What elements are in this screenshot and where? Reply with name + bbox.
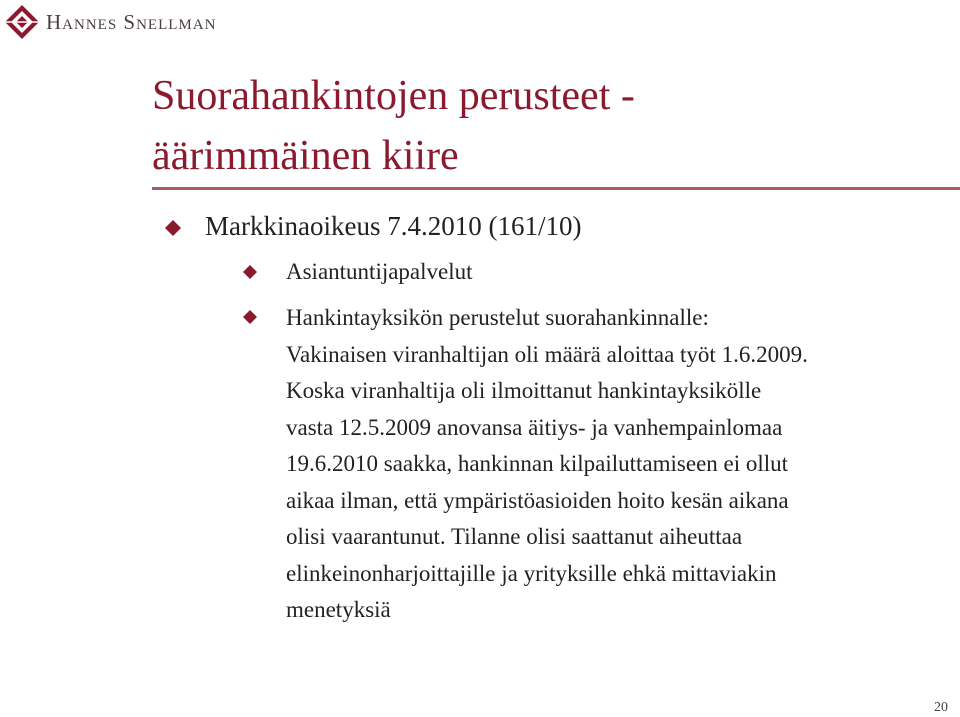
paragraph-line: Hankintayksikön perustelut suorahankinnalle: (286, 305, 709, 330)
diamond-bullet-icon (243, 265, 257, 279)
paragraph-line: vasta 12.5.2009 anovansa äitiys- ja vanhempainlomaa (286, 414, 783, 440)
paragraph-line: olisi vaarantunut. Tilanne olisi saattanut aiheuttaa (286, 524, 743, 549)
bullet-level2-item-1: Asiantuntijapalvelut (286, 259, 473, 284)
hannes-snellman-logo-icon (4, 4, 40, 40)
logo-text: Hannes Snellman (46, 9, 217, 34)
slide-title-line-1: Suorahankintojen perusteet - (152, 73, 635, 119)
paragraph-line: aikaa ilman, että ympäristöasioiden hoito kesän aikana (286, 487, 789, 513)
bullet-level1-text: Markkinaoikeus 7.4.2010 (161/10) (205, 211, 582, 241)
paragraph-line: menetyksiä (286, 597, 391, 622)
paragraph-line: Vakinaisen viranhaltijan oli määrä aloittaa työt 1.6.2009. (286, 341, 808, 367)
slide-title (152, 66, 912, 186)
paragraph-line: 19.6.2010 saakka, hankinnan kilpailuttamiseen ei ollut (286, 451, 789, 476)
title-divider (152, 187, 960, 190)
paragraph-line: elinkeinonharjoittajille ja yrityksille ehkä mittaviakin (286, 560, 777, 586)
paragraph-line: Koska viranhaltija oli ilmoittanut hankintayksikölle (286, 378, 762, 403)
bullet-level2-item-2 (286, 300, 946, 629)
page-number: 20 (934, 700, 948, 715)
company-logo (4, 2, 216, 42)
slide-title-line-2: äärimmäinen kiire (152, 133, 459, 179)
diamond-bullet-icon (165, 220, 181, 236)
diamond-bullet-icon (243, 310, 257, 324)
